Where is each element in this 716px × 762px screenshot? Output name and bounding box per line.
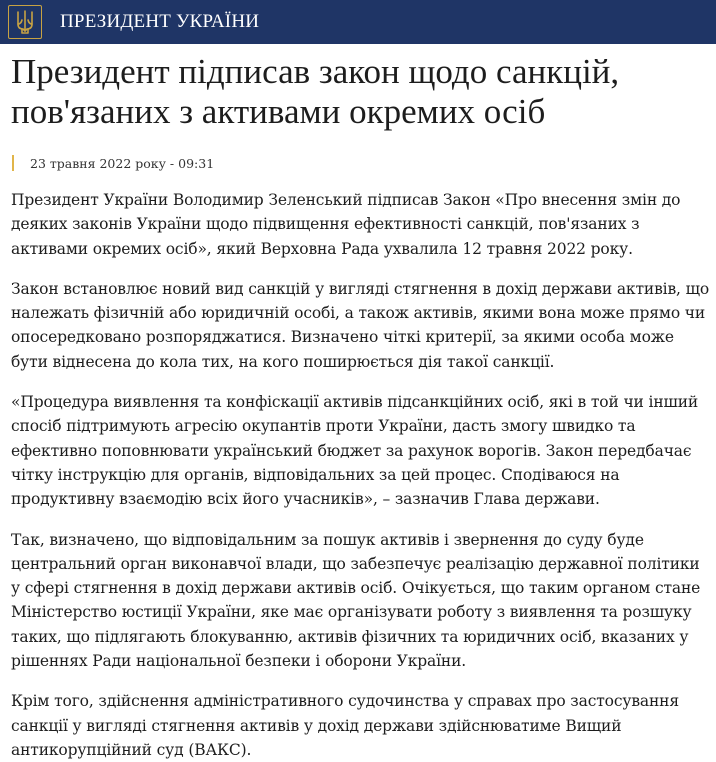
article-meta xyxy=(11,154,705,172)
article-paragraph: Закон встановлює новий вид санкцій у вигляді стягнення в дохід держави активів, що належать фізичній або юридичній особі, а також активів, якими вона може прямо чи опосередковано розпоряджатися. Визначено чіткі критерії, за якими особа може бути віднесена до кола тих, на кого поширюється дія такої санкції. xyxy=(11,279,710,371)
article-paragraph: Президент України Володимир Зеленський підписав Закон «Про внесення змін до деяких законів України щодо підвищення ефективності санкцій, пов'язаних з активами окремих осіб», який Верховна Рада ухвалила 12 травня 2022 року. xyxy=(11,191,681,258)
article-body xyxy=(11,188,711,762)
article-date: 23 травня 2022 року - 09:31 xyxy=(30,155,215,171)
article-paragraph: Так, визначено, що відповідальним за пошук активів і звернення до суду буде центральний орган виконавчої влади, що забезпечує реалізацію державної політики у сфері стягнення в дохід держави активів осіб. Очікується, що таким органом стане Міністерство юстиції України, яке має організувати роботу з виявлення та розшуку таких, що підлягають блокуванню, активів фізичних та юридичних осіб, вказаних у рішеннях Ради національної безпеки і оборони України. xyxy=(11,530,701,671)
article-title: Президент підписав закон щодо санкцій, пов'язаних з активами окремих осіб xyxy=(11,52,620,131)
date-accent-bar xyxy=(12,155,14,171)
site-title[interactable]: ПРЕЗИДЕНТ УКРАЇНИ xyxy=(60,11,260,32)
trident-emblem-icon[interactable] xyxy=(8,5,42,39)
article xyxy=(0,52,710,762)
article-paragraph: Крім того, здійснення адміністративного судочинства у справах про застосування санкції у вигляді стягнення активів у дохід держави здійснюватиме Вищий антикорупційний суд (ВАКС). xyxy=(11,692,679,759)
trident-icon xyxy=(15,9,35,35)
site-header xyxy=(0,0,716,44)
article-paragraph: «Процедура виявлення та конфіскації активів підсанкційних осіб, які в той чи інший спосіб підтримують агресію окупантів проти України, дасть змогу швидко та ефективно поповнювати український бюджет за рахунок ворогів. Закон передбачає чітку інструкцію для органів, відповідальних за цей процес. Сподіваюся на продуктивну взаємодію всіх його учасників», – зазначив Глава держави. xyxy=(11,393,699,509)
